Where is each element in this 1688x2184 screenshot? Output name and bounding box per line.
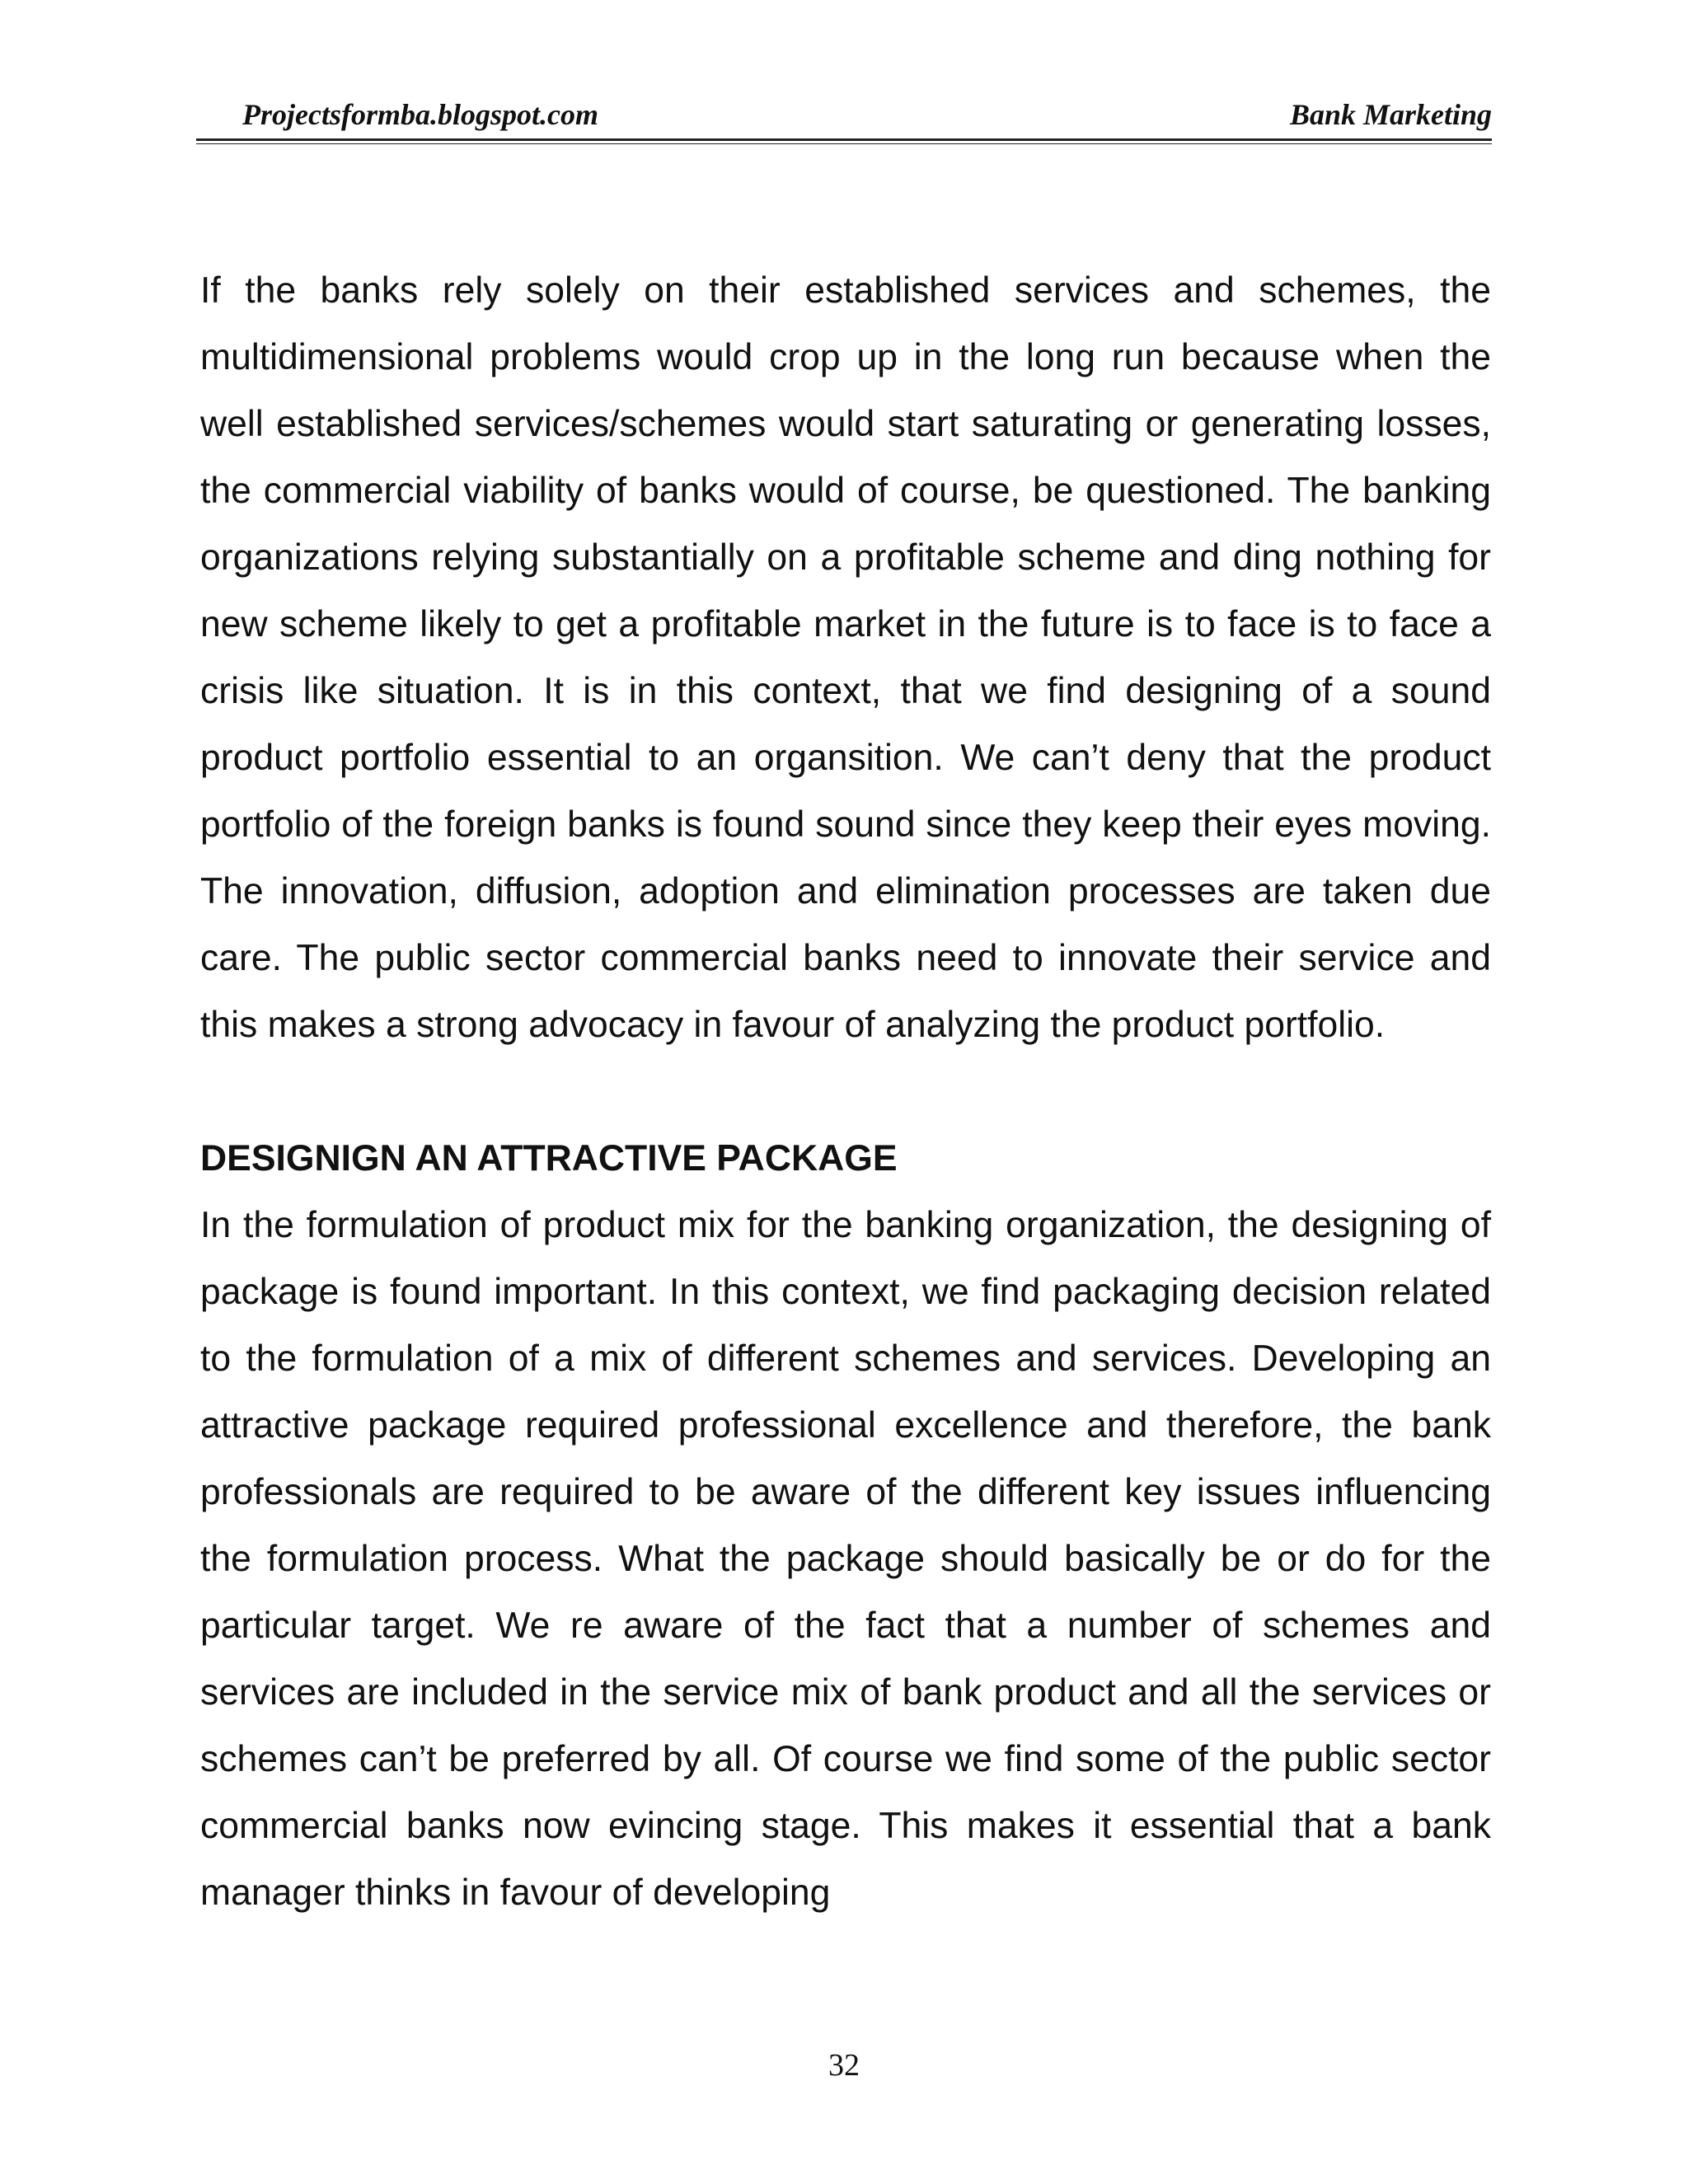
header-rule [196,138,1492,141]
page-header [196,97,1492,143]
page-number: 32 [828,2048,860,2083]
header-site: Projectsformba.blogspot.com [242,98,598,131]
page-body [200,257,1491,1926]
paragraph-package: In the formulation of product mix for the banking organization, the designing of package is found important. In this context, we find packaging decision related to the formulation of a mix of different schemes and services. Developing an attractive package required professional excellence and therefore, the bank professionals are required to be aware of the different key issues influencing the formulation process. What the package should basically be or do for the particular target. We re aware of the fact that a number of schemes and services are included in the service mix of bank product and all the services or schemes can’t be preferred by all. Of course we find some of the public sector commercial banks now evincing stage. This makes it essential that a bank manager thinks in favour of developing [200,1205,1491,1913]
paragraph-portfolio: If the banks rely solely on their established services and schemes, the multidimensional problems would crop up in the long run because when the well established services/schemes would start saturating or generating losses, the commercial viability of banks would of course, be questioned. The banking organizations relying substantially on a profitable scheme and ding nothing for new scheme likely to get a profitable market in the future is to face is to face a crisis like situation. It is in this context, that we find designing of a sound product portfolio essential to an organsition. We can’t deny that the product portfolio of the foreign banks is found sound since they keep their eyes moving. The innovation, diffusion, adoption and elimination processes are taken due care. The public sector commercial banks need to innovate their service and this makes a strong advocacy in favour of analyzing the product portfolio. [200,270,1491,1045]
header-title: Bank Marketing [1289,98,1492,131]
section-heading: DESIGNIGN AN ATTRACTIVE PACKAGE [200,1138,898,1179]
header-rule-thin [196,143,1492,144]
